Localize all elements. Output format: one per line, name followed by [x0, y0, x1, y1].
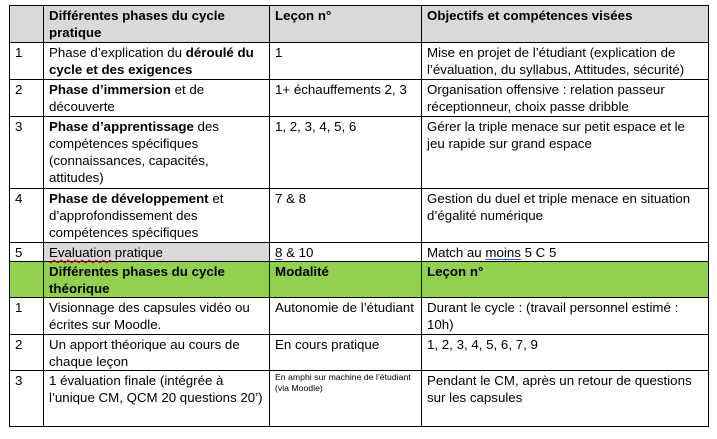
lesson-cell: 1, 2, 3, 4, 5, 6: [270, 117, 422, 189]
phase-text-rest: pratique: [111, 245, 163, 260]
lesson-cell: 7 & 8: [270, 189, 422, 243]
phase-bold-text: Phase de développement: [49, 191, 209, 206]
phase-bold-text: Phase d’immersion: [49, 82, 171, 97]
lesson-cell: 1: [270, 43, 422, 80]
lesson-cell: Pendant le CM, après un retour de questions sur les capsules: [422, 371, 709, 427]
header-num: [10, 262, 44, 298]
phase-text-rest: des compétences spécifiques (connaissances, capacités, attitudes): [49, 119, 219, 185]
header-practical-phases: Différentes phases du cycle pratique: [44, 6, 270, 43]
objective-text-rest: 5 C 5: [520, 245, 557, 260]
row-number: 3: [10, 371, 44, 427]
phase-text: Phase d’explication du: [49, 45, 186, 60]
header-theory-phases: Différentes phases du cycle théorique: [44, 262, 270, 298]
header-lesson: Leçon n°: [422, 262, 709, 298]
lesson-cell: 1+ échauffements 2, 3: [270, 80, 422, 117]
objective-cell: [422, 243, 709, 262]
table-row: [10, 189, 709, 243]
row-number: 4: [10, 189, 44, 243]
phase-cell: [44, 189, 270, 243]
header-num: [10, 6, 44, 43]
table-row: [10, 117, 709, 189]
table-row: [10, 243, 709, 262]
lesson-cell: 1, 2, 3, 4, 5, 6, 7, 9: [422, 335, 709, 371]
objective-cell: Mise en projet de l’étudiant (explication de l’évaluation, du syllabus, Attitudes, sécurité): [422, 43, 709, 80]
phase-cell: Un apport théorique au cours de chaque leçon: [44, 335, 270, 371]
objective-cell: Gérer la triple menace sur petit espace et le jeu rapide sur grand espace: [422, 117, 709, 189]
lesson-cell: Durant le cycle : (travail personnel estimé : 10h): [422, 298, 709, 335]
header-objectives: Objectifs et compétences visées: [422, 6, 709, 43]
row-number: 2: [10, 335, 44, 371]
row-number: 5: [10, 243, 44, 262]
phase-cell: 1 évaluation finale (intégrée à l’unique CM, QCM 20 questions 20’): [44, 371, 270, 427]
table-row: [10, 335, 709, 371]
phase-cell: Visionnage des capsules vidéo ou écrites sur Moodle.: [44, 298, 270, 335]
lesson-cell: [270, 243, 422, 262]
phase-text-spellcheck: Evaluation: [49, 245, 112, 260]
phase-text-rest: et d’approfondissement des compétences spécifiques: [49, 191, 224, 240]
theory-header-row: [10, 262, 709, 298]
practical-header-row: [10, 6, 709, 43]
phase-cell: [44, 80, 270, 117]
phase-bold-text: déroulé du cycle et des exigences: [49, 45, 254, 77]
lesson-rest: & 10: [282, 245, 314, 260]
phase-bold-text: Phase d’apprentissage: [49, 119, 194, 134]
table-row: [10, 43, 709, 80]
row-number: 2: [10, 80, 44, 117]
table-row: [10, 298, 709, 335]
objective-cell: Organisation offensive : relation passeur réceptionneur, choix passe dribble: [422, 80, 709, 117]
phase-text-rest: et de découverte: [49, 82, 205, 114]
modality-cell: En amphi sur machine de l’étudiant (via Moodle): [270, 371, 422, 427]
objective-text: Match au: [427, 245, 486, 260]
phase-cell: [44, 43, 270, 80]
row-number: 3: [10, 117, 44, 189]
table-row: [10, 80, 709, 117]
objective-underlined: moins: [485, 245, 521, 260]
header-modality: Modalité: [270, 262, 422, 298]
phase-cell: [44, 117, 270, 189]
phases-table: [9, 5, 709, 427]
header-lesson: Leçon n°: [270, 6, 422, 43]
table-row: [10, 371, 709, 427]
row-number: 1: [10, 298, 44, 335]
lesson-underlined: 8: [275, 245, 283, 260]
phase-cell: [44, 243, 270, 262]
row-number: 1: [10, 43, 44, 80]
modality-cell: En cours pratique: [270, 335, 422, 371]
objective-cell: Gestion du duel et triple menace en situation d’égalité numérique: [422, 189, 709, 243]
modality-cell: Autonomie de l’étudiant: [270, 298, 422, 335]
